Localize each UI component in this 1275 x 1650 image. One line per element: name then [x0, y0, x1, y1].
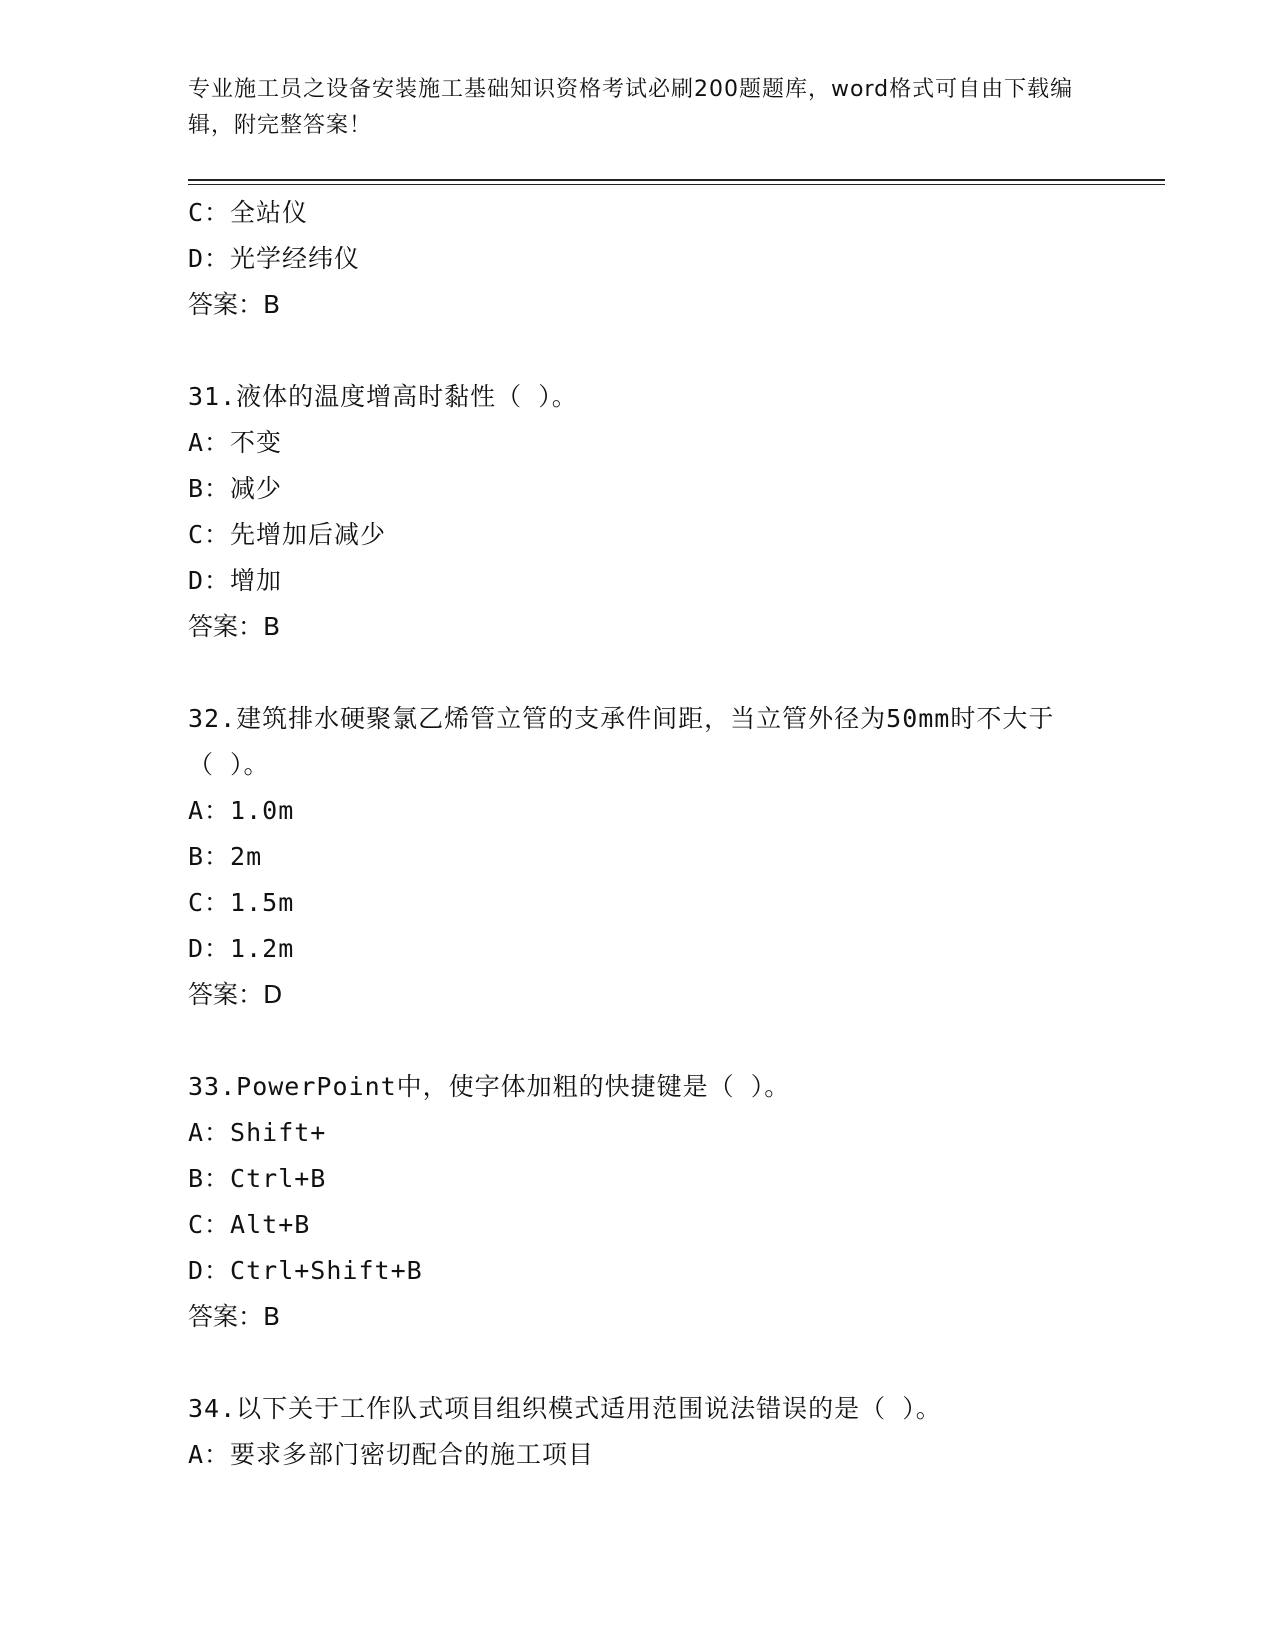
header-rule-thick	[188, 179, 1165, 181]
spacer	[188, 1018, 1088, 1064]
header-title: 专业施工员之设备安装施工基础知识资格考试必刷200题题库，word格式可自由下载编辑，附完整答案！	[188, 77, 1074, 138]
option-b: B：2m	[188, 842, 263, 871]
option-b: B：减少	[188, 474, 283, 503]
answer: 答案：B	[188, 290, 281, 319]
question-stem: 32.建筑排水硬聚氯乙烯管立管的支承件间距，当立管外径为50mm时不大于（ ）。	[188, 704, 1055, 779]
option-c: C：Alt+B	[188, 1210, 311, 1239]
option-a: A：不变	[188, 428, 283, 457]
spacer	[188, 328, 1088, 374]
option-c: C：全站仪	[188, 198, 309, 227]
option-d: D：光学经纬仪	[188, 244, 361, 273]
answer: 答案：D	[188, 980, 283, 1009]
answer: 答案：B	[188, 1302, 281, 1331]
spacer	[188, 1340, 1088, 1386]
question-stem: 31.液体的温度增高时黏性（ ）。	[188, 382, 578, 411]
option-c: C：先增加后减少	[188, 520, 387, 549]
spacer	[188, 650, 1088, 696]
option-a: A：1.0m	[188, 796, 295, 825]
question-stem: 33.PowerPoint中，使字体加粗的快捷键是（ ）。	[188, 1072, 791, 1101]
option-a: A：Shift+	[188, 1118, 327, 1147]
option-d: D：增加	[188, 566, 283, 595]
option-d: D：1.2m	[188, 934, 295, 963]
option-b: B：Ctrl+B	[188, 1164, 327, 1193]
answer: 答案：B	[188, 612, 281, 641]
question-stem: 34.以下关于工作队式项目组织模式适用范围说法错误的是（ ）。	[188, 1394, 942, 1423]
option-d: D：Ctrl+Shift+B	[188, 1256, 423, 1285]
option-a: A：要求多部门密切配合的施工项目	[188, 1440, 595, 1469]
header-rule-thin	[188, 184, 1165, 185]
question-list	[188, 190, 1088, 1478]
option-c: C：1.5m	[188, 888, 295, 917]
document-header	[188, 72, 1088, 144]
